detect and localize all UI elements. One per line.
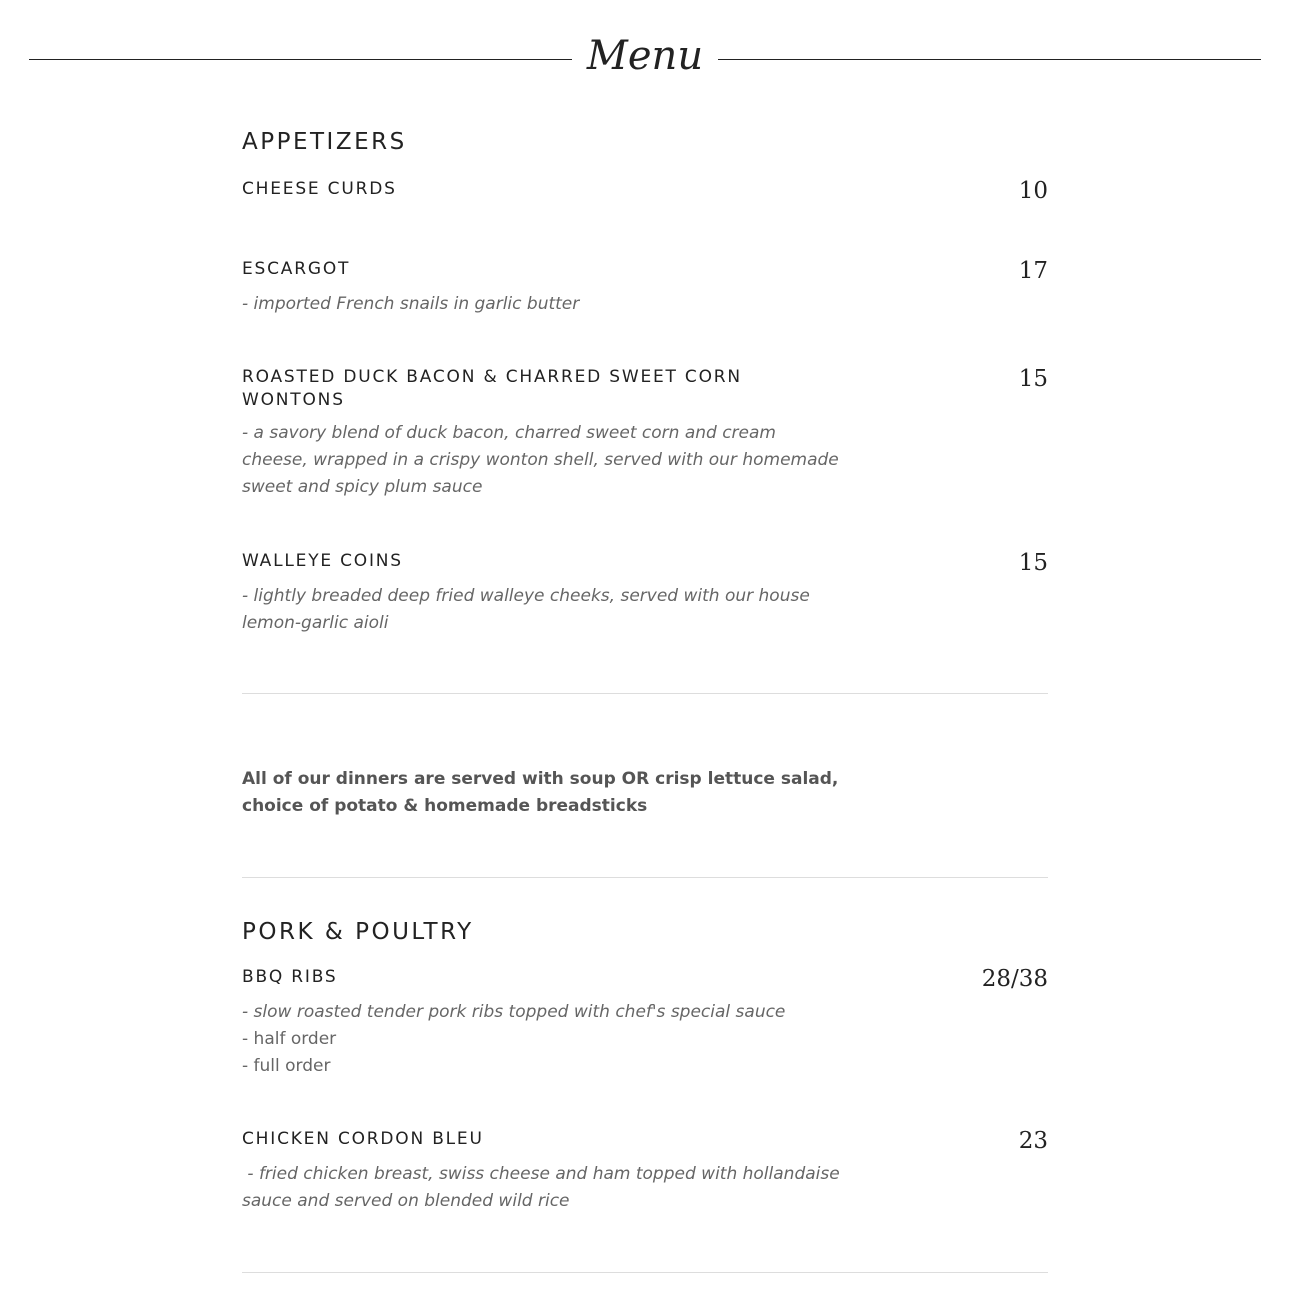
item-option-full: - full order [242,1056,331,1076]
item-price: 17 [1018,258,1048,284]
item-description: - lightly breaded deep fried walleye cheeks, served with our house lemon-garlic aioli [242,586,810,633]
section-title-appetizers: APPETIZERS [242,129,407,155]
section-divider [242,1272,1048,1273]
menu-item-walleye-coins [242,550,1048,637]
menu-item-bbq-ribs [242,966,1048,1080]
item-price: 23 [1018,1128,1048,1154]
section-divider [242,693,1048,694]
item-name: BBQ RIBS [242,967,338,987]
header-rule-right [718,59,1261,60]
item-price: 28/38 [981,966,1048,992]
menu-item-cheese-curds [242,178,1048,238]
item-price: 10 [1018,178,1048,204]
item-name: ESCARGOT [242,259,351,279]
menu-header [29,30,1261,90]
item-name: CHICKEN CORDON BLEU [242,1129,484,1149]
item-description: - a savory blend of duck bacon, charred sweet corn and cream cheese, wrapped in a crispy wonton shell, served with our homemade sweet and spicy plum sauce [242,423,839,497]
section-title-pork-poultry: PORK & POULTRY [242,919,474,945]
item-price: 15 [1018,366,1048,392]
menu-title: Menu [586,33,704,79]
item-description: - imported French snails in garlic butter [242,294,580,314]
item-name: CHEESE CURDS [242,179,397,199]
menu-item-duck-bacon-wontons [242,366,1048,501]
item-price: 15 [1018,550,1048,576]
menu-item-chicken-cordon-bleu [242,1128,1048,1215]
dinner-note: All of our dinners are served with soup OR crisp lettuce salad, choice of potato & homemade breadsticks [242,769,839,816]
item-name: WALLEYE COINS [242,551,403,571]
item-description: - slow roasted tender pork ribs topped with chef's special sauce [242,1002,786,1022]
header-rule-left [29,59,572,60]
section-divider [242,877,1048,878]
menu-content [242,126,1048,1273]
item-name: ROASTED DUCK BACON & CHARRED SWEET CORN WONTONS [242,367,742,410]
item-option-half: - half order [242,1029,337,1049]
menu-item-escargot [242,258,1048,318]
item-description: - fried chicken breast, swiss cheese and ham topped with hollandaise sauce and served on blended wild rice [242,1164,846,1211]
